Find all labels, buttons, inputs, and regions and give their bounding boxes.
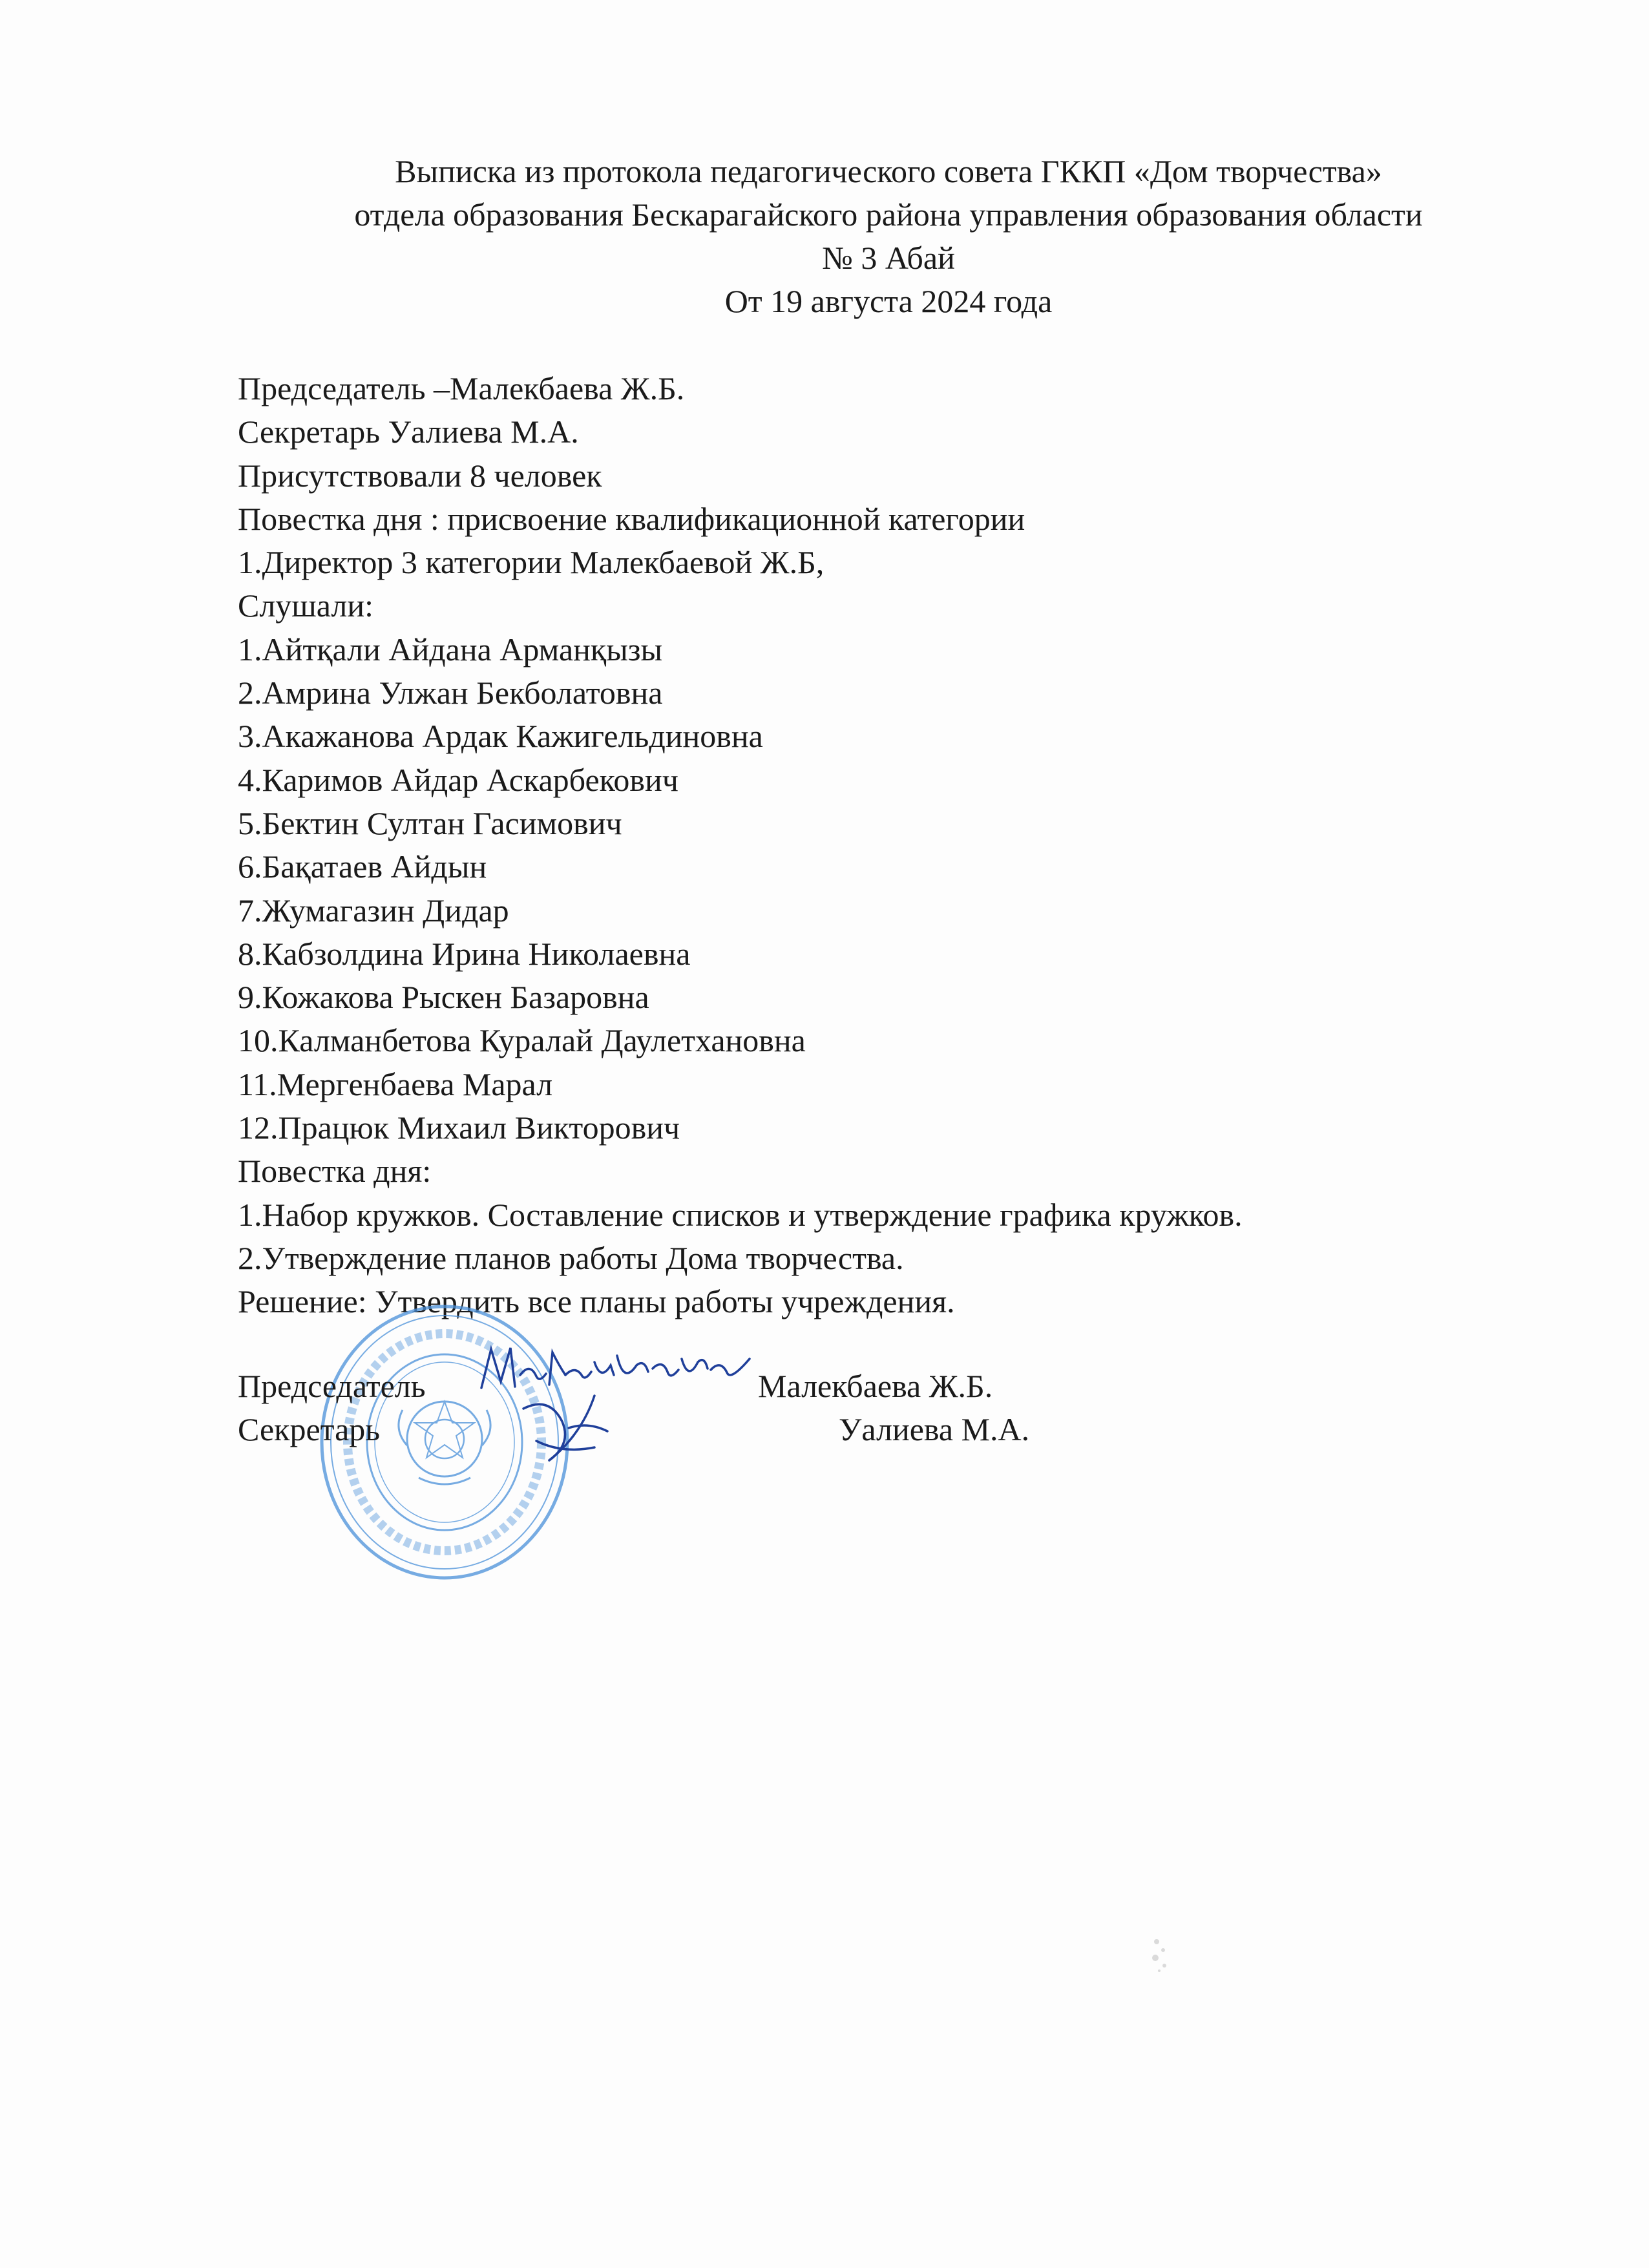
- chairman-signature-row: [238, 1365, 1142, 1408]
- agenda2-item: 1.Набор кружков. Составление списков и утверждение графика кружков.: [238, 1196, 1243, 1233]
- heard-item: 1.Айтқали Айдана Арманқызы: [238, 631, 663, 667]
- decision-line: Решение: Утвердить все планы работы учреждения.: [238, 1283, 955, 1320]
- secretary-signature-row: [238, 1408, 1142, 1451]
- heard-item: 8.Кабзолдина Ирина Николаевна: [238, 935, 691, 972]
- heard-item: 7.Жумагазин Дидар: [238, 892, 509, 929]
- agenda-line: Повестка дня : присвоение квалификационной категории: [238, 500, 1025, 537]
- signatures-block: [238, 1365, 1142, 1455]
- heard-item: 4.Каримов Айдар Аскарбекович: [238, 761, 678, 798]
- header-date: От 19 августа 2024 года: [724, 283, 1053, 319]
- header-title-line-1: Выписка из протокола педагогического совета ГККП «Дом творчества»: [395, 153, 1382, 189]
- heard-item: 6.Бақатаев Айдын: [238, 848, 487, 885]
- header-title-line-2: отдела образования Бескарагайского района управления образования области: [354, 196, 1423, 233]
- secretary-role: Секретарь: [238, 1411, 381, 1447]
- attendance-line: Присутствовали 8 человек: [238, 457, 602, 494]
- scan-speck: [1144, 1932, 1176, 1977]
- chairman-name: Малекбаева Ж.Б.: [758, 1368, 993, 1404]
- heard-item: 9.Кожакова Рыскен Базаровна: [238, 979, 649, 1016]
- document-header: [194, 150, 1583, 323]
- heard-label: Слушали:: [238, 587, 374, 624]
- secretary-name: Уалиева М.А.: [839, 1411, 1030, 1447]
- heard-item: 2.Амрина Улжан Бекболатовна: [238, 675, 663, 711]
- agenda-item-line: 1.Директор 3 категории Малекбаевой Ж.Б,: [238, 544, 824, 581]
- heard-item: 12.Працюк Михаил Викторович: [238, 1109, 680, 1146]
- heard-item: 11.Мергенбаева Марал: [238, 1066, 553, 1102]
- secretary-line: Секретарь Уалиева М.А.: [238, 414, 579, 450]
- heard-item: 5.Бектин Султан Гасимович: [238, 804, 622, 841]
- agenda2-item: 2.Утверждение планов работы Дома творчества.: [238, 1239, 904, 1276]
- chairman-role: Председатель: [238, 1368, 426, 1404]
- agenda2-label: Повестка дня:: [238, 1153, 432, 1190]
- heard-item: 10.Калманбетова Куралай Даулетхановна: [238, 1022, 806, 1059]
- header-title-line-3: № 3 Абай: [822, 240, 955, 276]
- protocol-body: [238, 367, 1530, 1324]
- heard-item: 3.Акажанова Ардак Кажигельдиновна: [238, 718, 763, 755]
- chairman-line: Председатель –Малекбаева Ж.Б.: [238, 370, 685, 406]
